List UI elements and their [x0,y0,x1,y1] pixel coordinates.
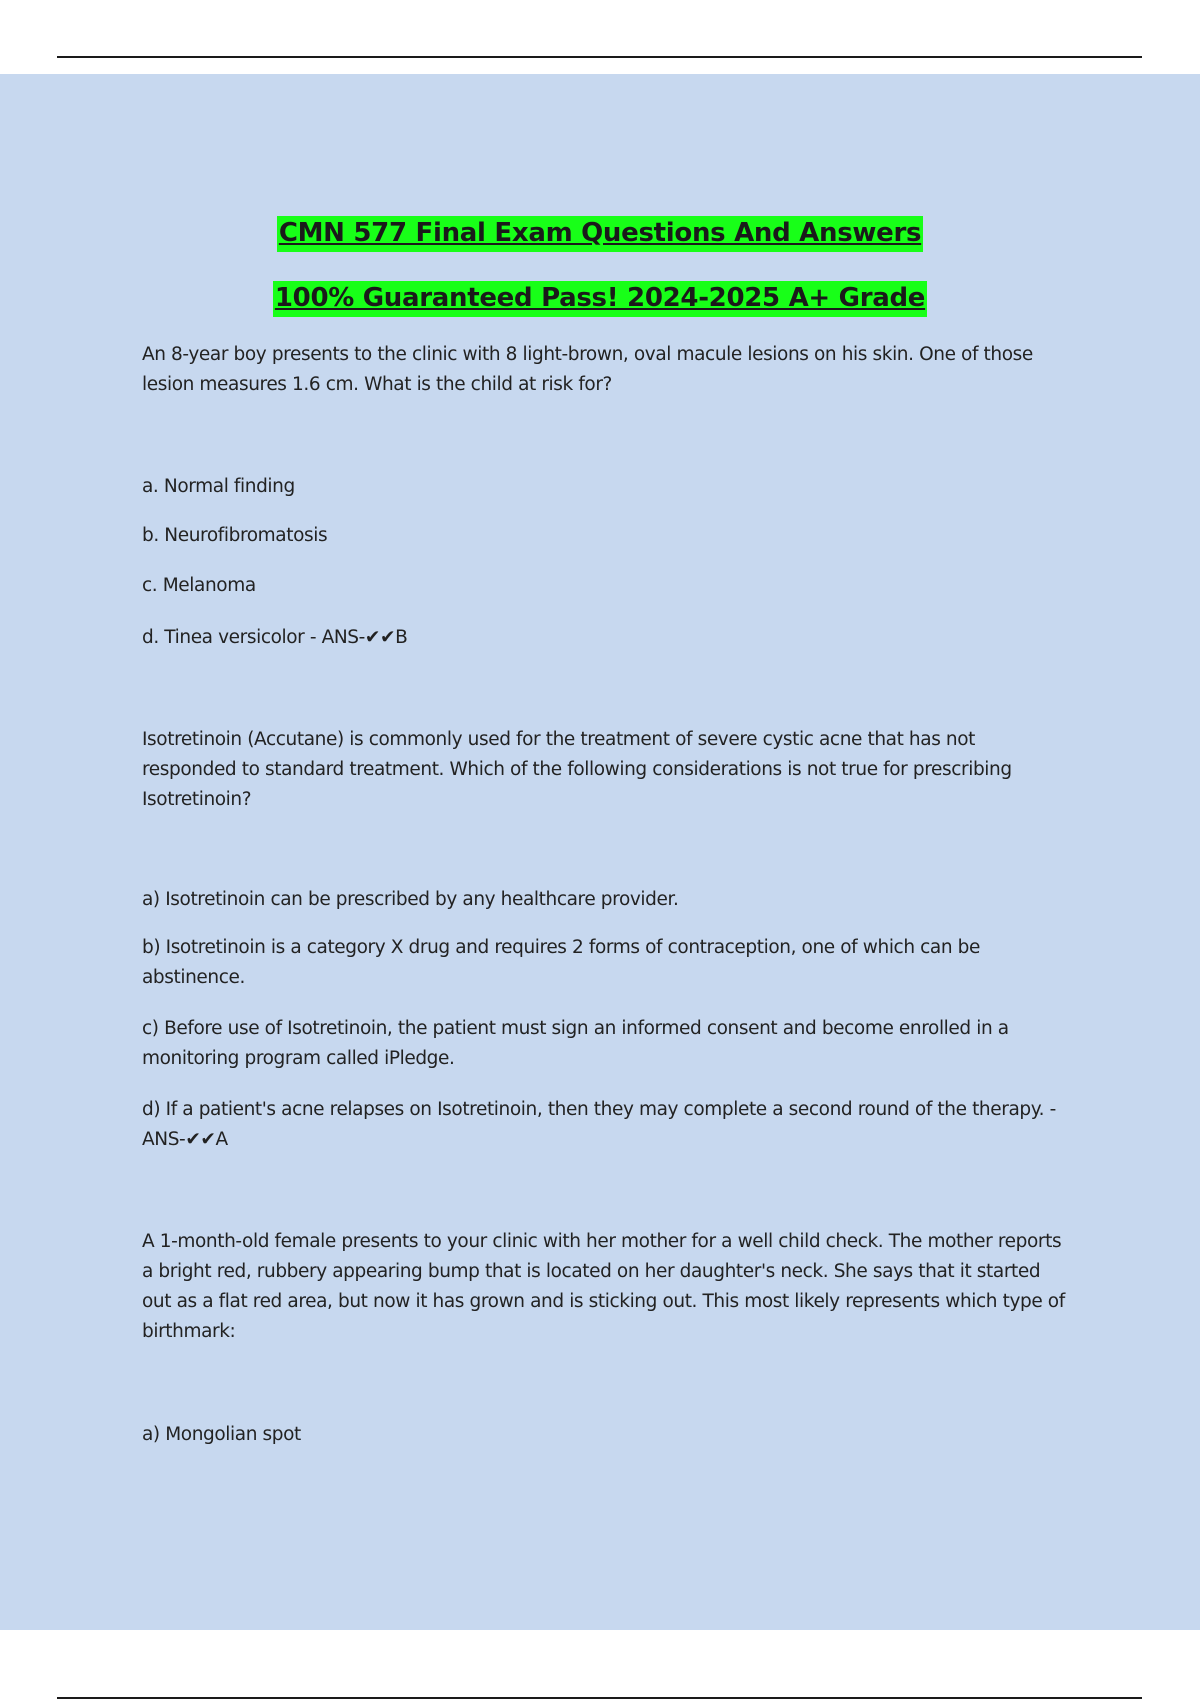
question-1-option-a: a. Normal finding [142,476,295,497]
question-1-option-c: c. Melanoma [142,575,256,596]
question-3-stem: A 1-month-old female presents to your clinic with her mother for a well child check. The mother reports a bright red, rubbery appearing bump that is located on her daughter's neck. She says that it started out as a flat red area, but now it has grown and is sticking out. This most likely represents which type of birthmark: [142,1231,1065,1342]
question-1-option-d: d. Tinea versicolor - ANS-✔✔B [142,627,408,648]
question-2-stem: Isotretinoin (Accutane) is commonly used for the treatment of severe cystic acne that has not responded to standard treatment. Which of the following considerations is not true for prescribing Isotretinoin? [142,729,1012,810]
question-1-stem: An 8-year boy presents to the clinic with 8 light-brown, oval macule lesions on his skin. One of those lesion measures 1.6 cm. What is the child at risk for? [142,344,1033,395]
question-2-option-a: a) Isotretinoin can be prescribed by any healthcare provider. [142,889,679,910]
question-1-option-b: b. Neurofibromatosis [142,525,328,546]
question-2-option-b: b) Isotretinoin is a category X drug and requires 2 forms of contraception, one of which can be abstinence. [142,937,980,988]
top-rule [57,56,1142,58]
question-2-option-d: d) If a patient's acne relapses on Isotretinoin, then they may complete a second round of the therapy. - ANS-✔✔A [142,1099,1056,1150]
title-line-2: 100% Guaranteed Pass! 2024-2025 A+ Grade [273,281,927,317]
question-3-option-a: a) Mongolian spot [142,1424,301,1445]
question-2-option-c: c) Before use of Isotretinoin, the patient must sign an informed consent and become enrolled in a monitoring program called iPledge. [142,1018,1009,1069]
bottom-rule [57,1697,1142,1699]
document-title [0,216,1200,252]
title-line-1: CMN 577 Final Exam Questions And Answers [277,216,923,252]
document-subtitle [0,281,1200,317]
